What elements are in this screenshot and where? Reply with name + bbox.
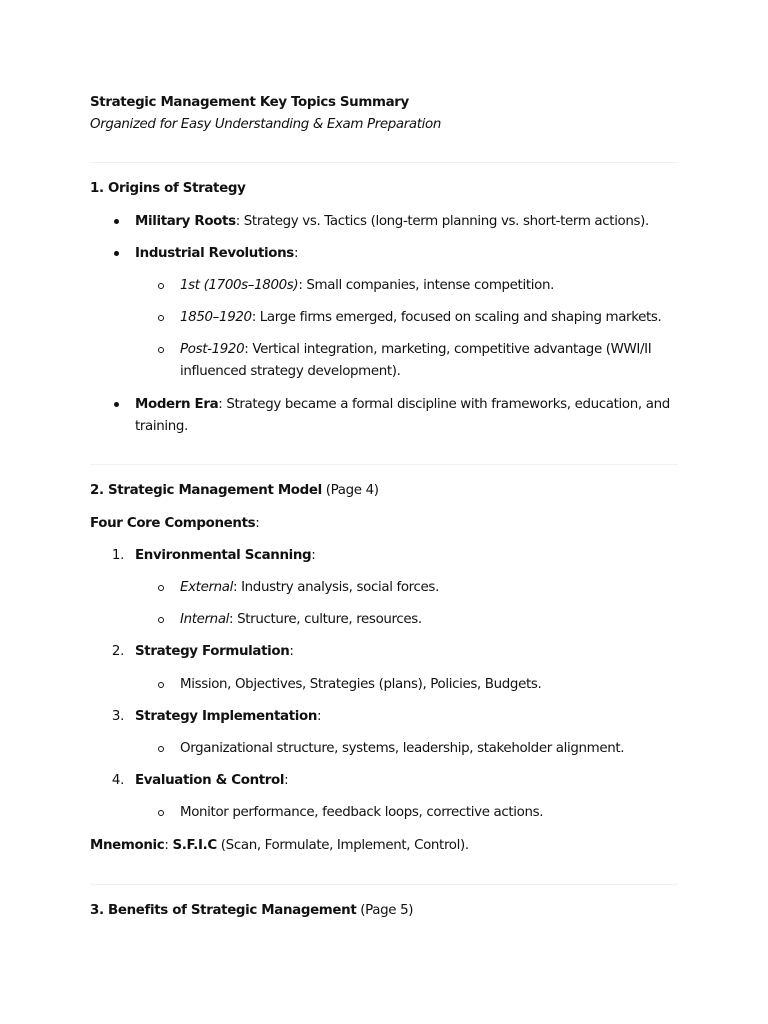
industrial-revolutions-label: Industrial Revolutions bbox=[135, 246, 294, 261]
core-components-label bbox=[90, 513, 259, 535]
sub-item-label: 1850–1920 bbox=[180, 310, 252, 325]
component-label: Strategy Formulation bbox=[135, 644, 290, 659]
list-number: 1. bbox=[111, 548, 124, 563]
component-item-1 bbox=[135, 545, 315, 567]
section-2-page-ref: (Page 4) bbox=[321, 483, 379, 498]
sub-item-text: : Vertical integration, marketing, competitive advantage (WWI/II bbox=[244, 342, 652, 357]
colon-text: : bbox=[317, 709, 322, 724]
circle-bullet-icon bbox=[158, 347, 164, 353]
colon-text: : bbox=[164, 838, 173, 853]
industrial-revolutions-item bbox=[135, 243, 298, 265]
industrial-sub-item-3 bbox=[180, 339, 651, 361]
section-2-heading bbox=[90, 480, 379, 502]
component-item-2 bbox=[135, 641, 294, 663]
colon-text: : bbox=[311, 548, 316, 563]
document-subtitle: Organized for Easy Understanding & Exam Preparation bbox=[90, 117, 442, 132]
component-label: Environmental Scanning bbox=[135, 548, 312, 563]
section-3-heading-text: 3. Benefits of Strategic Management bbox=[90, 903, 357, 918]
military-roots-label: Military Roots bbox=[135, 214, 236, 229]
list-number: 3. bbox=[111, 709, 124, 724]
mnemonic-text: (Scan, Formulate, Implement, Control). bbox=[216, 838, 469, 853]
circle-bullet-icon bbox=[158, 810, 164, 816]
bullet-icon bbox=[114, 219, 119, 224]
section-3-page-ref: (Page 5) bbox=[356, 903, 414, 918]
modern-era-label: Modern Era bbox=[135, 397, 219, 412]
circle-bullet-icon bbox=[158, 315, 164, 321]
component-sub-item: Mission, Objectives, Strategies (plans), Policies, Budgets. bbox=[180, 677, 542, 692]
mnemonic-line bbox=[90, 835, 469, 857]
section-2-heading-text: 2. Strategic Management Model bbox=[90, 483, 322, 498]
colon-text: : bbox=[289, 644, 294, 659]
component-sub-item bbox=[180, 577, 439, 599]
military-roots-item bbox=[135, 211, 649, 233]
component-sub-item: Organizational structure, systems, leadership, stakeholder alignment. bbox=[180, 741, 625, 756]
modern-era-cont: training. bbox=[135, 419, 188, 434]
sub-item-text: : Structure, culture, resources. bbox=[229, 612, 422, 627]
component-item-4 bbox=[135, 770, 288, 792]
sub-item-label: 1st (1700s–1800s) bbox=[180, 278, 299, 293]
circle-bullet-icon bbox=[158, 682, 164, 688]
bullet-icon bbox=[114, 402, 119, 407]
component-item-3 bbox=[135, 706, 321, 728]
document-title: Strategic Management Key Topics Summary bbox=[90, 95, 409, 110]
section-divider bbox=[90, 162, 678, 163]
circle-bullet-icon bbox=[158, 746, 164, 752]
bullet-icon bbox=[114, 251, 119, 256]
sub-item-label: Internal bbox=[180, 612, 230, 627]
industrial-sub-item-3-cont: influenced strategy development). bbox=[180, 364, 401, 379]
industrial-sub-item-1 bbox=[180, 275, 554, 297]
component-label: Evaluation & Control bbox=[135, 773, 285, 788]
mnemonic-code: S.F.I.C bbox=[172, 838, 217, 853]
component-label: Strategy Implementation bbox=[135, 709, 318, 724]
section-1-heading: 1. Origins of Strategy bbox=[90, 181, 246, 196]
sub-item-text: : Industry analysis, social forces. bbox=[233, 580, 439, 595]
colon-text: : bbox=[293, 246, 299, 261]
modern-era-text: : Strategy became a formal discipline with frameworks, education, and bbox=[218, 397, 670, 412]
section-divider bbox=[90, 884, 678, 885]
circle-bullet-icon bbox=[158, 617, 164, 623]
list-number: 4. bbox=[111, 773, 124, 788]
industrial-sub-item-2 bbox=[180, 307, 661, 329]
sub-item-text: : Large firms emerged, focused on scaling and shaping markets. bbox=[251, 310, 662, 325]
colon-text: : bbox=[255, 516, 260, 531]
section-3-heading bbox=[90, 900, 413, 922]
list-number: 2. bbox=[111, 644, 124, 659]
circle-bullet-icon bbox=[158, 585, 164, 591]
sub-item-label: External bbox=[180, 580, 233, 595]
sub-item-label: Post-1920 bbox=[180, 342, 245, 357]
modern-era-item bbox=[135, 394, 670, 416]
circle-bullet-icon bbox=[158, 283, 164, 289]
section-divider bbox=[90, 464, 678, 465]
military-roots-text: : Strategy vs. Tactics (long-term planning vs. short-term actions). bbox=[235, 214, 649, 229]
component-sub-item: Monitor performance, feedback loops, corrective actions. bbox=[180, 805, 544, 820]
core-components-text: Four Core Components bbox=[90, 516, 256, 531]
colon-text: : bbox=[284, 773, 289, 788]
component-sub-item bbox=[180, 609, 422, 631]
sub-item-text: : Small companies, intense competition. bbox=[298, 278, 554, 293]
mnemonic-label: Mnemonic bbox=[90, 838, 165, 853]
